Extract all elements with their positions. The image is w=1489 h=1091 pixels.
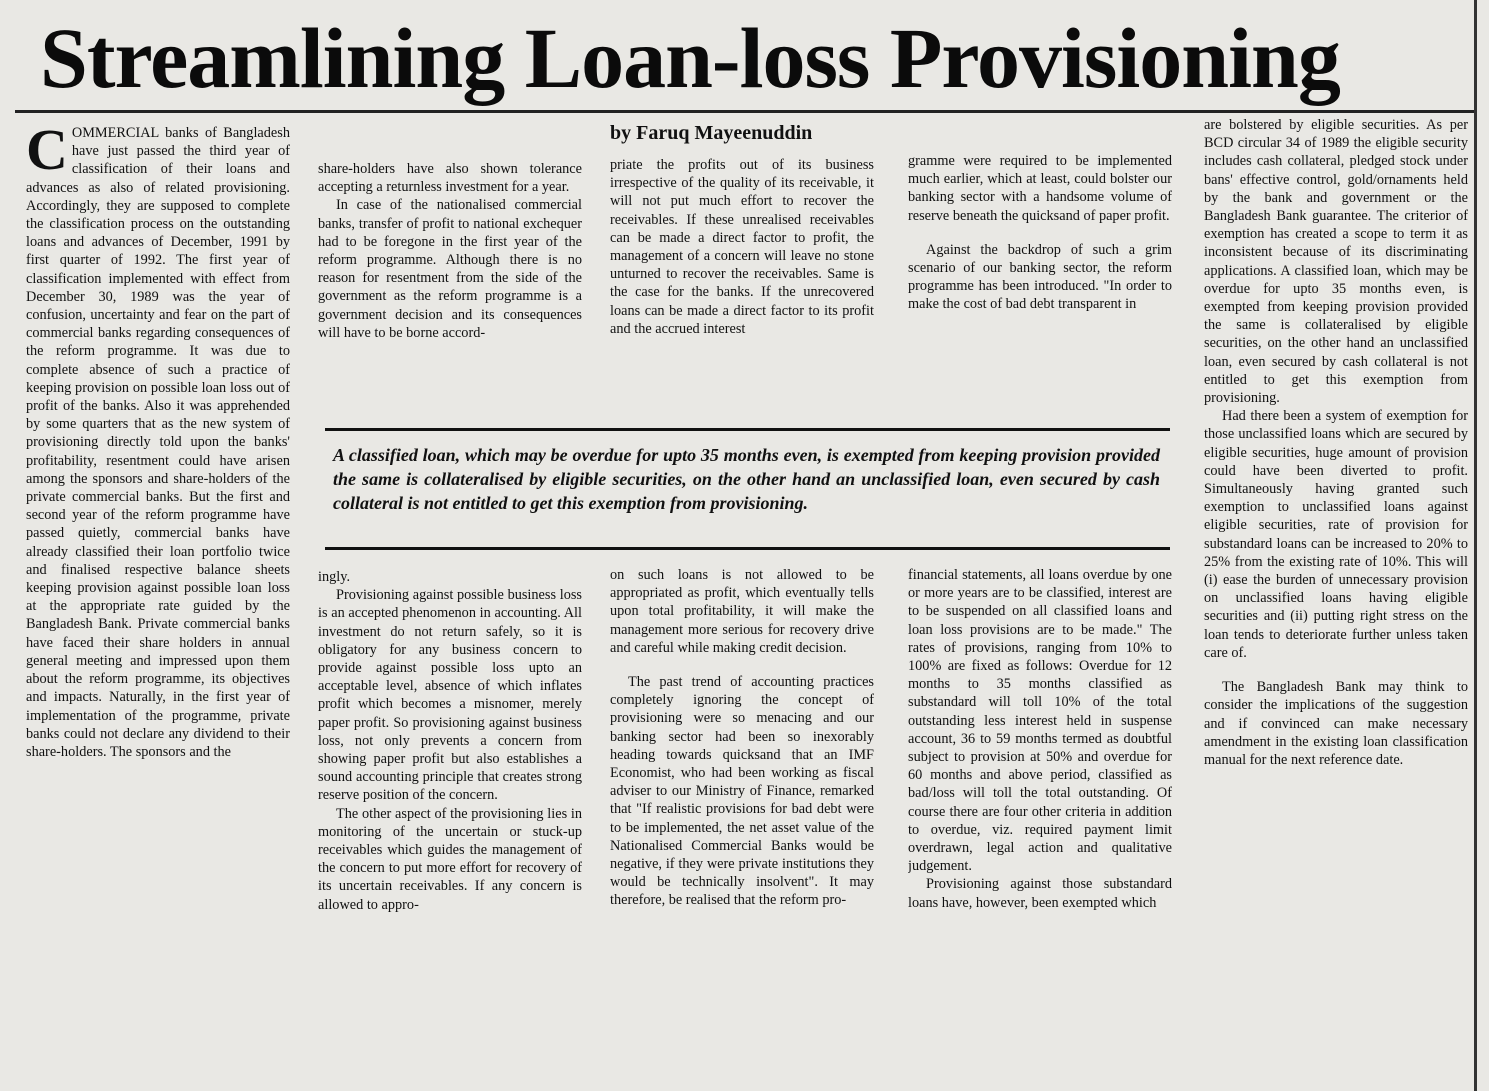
paragraph: financial statements, all loans overdue by one or more years are to be classified, interest are to be suspended on all classified loans and loan loss provisions are to be made." The rates of provisions, ranging from 10% to 100% are fixed as follows: Overdue for 12 months to 35 months classified as substandard will toll 10% of the total outstanding less interest held in suspense account, 36 to 59 months termed as doubtful subject to provision at 50% and overdue for 60 months and above period, classified as bad/loss will toll the total outstanding. Of course there are four other criteria in addition to overdue, viz. required payment limit overdrawn, legal action and qualitative judgement. (908, 567, 1172, 875)
paragraph-text: OMMERCIAL banks of Bangladesh have just passed the third year of classification of their loans and advances as also of related provisioning. Accordingly, they are supposed to complete the classification process on the outstanding loans and advances of December, 1991 by first quarter of 1992. The first year of classification implemented with effect from December 30, 1989 was the year of confusion, uncertainty and fear on the part of commercial banks regarding consequences of the reform programme. It was due to complete absence of such a practice of keeping provision on possible loan loss out of profit of the banks. Also it was apprehended by some quarters that as the new system of provisioning directly told upon the banks' profitability, resentment could have arisen among the sponsors and share-holders of the private commercial banks. But the first and second year of the reform programme have passed quietly, commercial banks have already classified their loan portfolio twice and finalised respective balance sheets keeping provision against possible loan loss at the appropriate rate guided by the Bangladesh Bank. Private commercial banks have faced their share holders in annual general meeting and impressed upon them about the reform programme, its objectives and impacts. Naturally, in the first year of implementation of the programme, private banks could not declare any dividend to their share-holders. The sponsors and the (26, 125, 290, 760)
paragraph: The Bangladesh Bank may think to consider the implications of the suggestion and if convinced can make necessary amendment in the existing loan classification manual for the next reference date. (1204, 679, 1468, 768)
byline: by Faruq Mayeenuddin (610, 122, 813, 144)
paragraph: The other aspect of the provisioning lies in monitoring of the uncertain or stuck-up receivables which guides the management of the concern to put more effort for recovery of its uncertain receivables. If any concern is allowed to appro- (318, 805, 582, 913)
pull-quote: A classified loan, which may be overdue for upto 35 months even, is exempted from keeping provision provided the same is collateralised by eligible securities, on the other hand an unclassified loan, even secured by cash collateral is not entitled to get this exemption from provisioning. (325, 428, 1170, 550)
article-column-2-top (318, 160, 582, 420)
paragraph: The past trend of accounting practices completely ignoring the concept of provisioning were so menacing and our banking sector had been so inexorably heading towards quicksand that an IMF Economist, who had been working as fiscal adviser to our Ministry of Finance, remarked that "If realistic provisions for bad debt were to be implemented, the net asset value of the Nationalised Commercial Banks would be negative, if they were private institutions they would be technically insolvent". It may therefore, be realised that the reform pro- (610, 674, 874, 909)
paragraph: on such loans is not allowed to be appropriated as profit, which eventually tells upon total profitability, it will make the management more serious for recovery drive and careful while making credit decision. (610, 567, 874, 656)
paragraph: share-holders have also shown tolerance accepting a returnless investment for a year. (318, 161, 582, 196)
article-column-4-bottom (908, 566, 1172, 1084)
paragraph: Had there been a system of exemption for those unclassified loans which are secured by eligible securities, huge amount of provision could have been diverted to profit. Simultaneously having granted such exemption to unclassified loans against eligible securities, rate of provision for substandard loans can be increased to 20% to 25% from the existing rate of 10%. This will (i) ease the burden of unnecessary provision on unclassified loans having eligible securities and (ii) putting right stress on the loan tends to deteriorate further unless taken care of. (1204, 408, 1468, 661)
article-column-3-bottom (610, 566, 874, 1084)
article-column-5 (1204, 116, 1468, 1084)
headline: Streamlining Loan-loss Provisioning (40, 10, 1340, 106)
page-edge-rule (1474, 0, 1477, 1091)
paragraph: In case of the nationalised commercial banks, transfer of profit to national exchequer had to be foregone in the first year of the reform programme. Although there is no reason for resentment from the side of the government as the reform programme is a government decision and its consequences will have to be borne accord- (318, 197, 582, 341)
paragraph: gramme were required to be implemented much earlier, which at least, could bolster our banking sector with a handsome volume of reserve beneath the quicksand of paper profit. (908, 153, 1172, 224)
paragraph: Provisioning against those substandard loans have, however, been exempted which (908, 876, 1172, 911)
paragraph: priate the profits out of its business irrespective of the quality of its receivable, it will not put much effort to recover the receivables. If these unrealised receivables can be made a direct factor to profit, the management of a concern will leave no stone unturned to recover the receivables. Same is the case for the banks. If the unrecovered loans can be made a direct factor to its profit and the accrued interest (610, 157, 874, 337)
drop-cap: C (26, 124, 68, 182)
paragraph: Against the backdrop of such a grim scenario of our banking sector, the reform programme has been introduced. "In order to make the cost of bad debt transparent in (908, 241, 1172, 313)
headline-rule (15, 110, 1475, 113)
article-column-1 (26, 124, 290, 1084)
paragraph: ingly. (318, 569, 351, 585)
paragraph: are bolstered by eligible securities. As per BCD circular 34 of 1989 the eligible security includes cash collateral, pledged stock under bans' effective control, gold/ornaments held by the bank and government or the Bangladesh Bank guarantee. The criterior of exemption has created a scope to term it as inconsistent because of its discriminating applications. A classified loan, which may be overdue for upto 35 months even, is exempted from keeping provision provided the same is collateralised by eligible securities, on the other hand an unclassified loan, even secured by cash collateral is not entitled to get this exemption from provisioning. (1204, 117, 1468, 407)
article-column-4-top (908, 152, 1172, 418)
paragraph: Provisioning against possible business loss is an accepted phenomenon in accounting. All investment do not return safely, so it is obligatory for any business concern to provide against possible loss upto an acceptable level, absence of which inflates profit which becomes a misnomer, merely paper profit. So provisioning against business loss, not only prevents a concern from showing paper profit but also establishes a sound accounting principle that creates strong reserve position of the concern. (318, 587, 582, 804)
article-column-2-bottom (318, 568, 582, 1084)
article-column-3-top (610, 156, 874, 418)
paragraph (26, 124, 290, 761)
